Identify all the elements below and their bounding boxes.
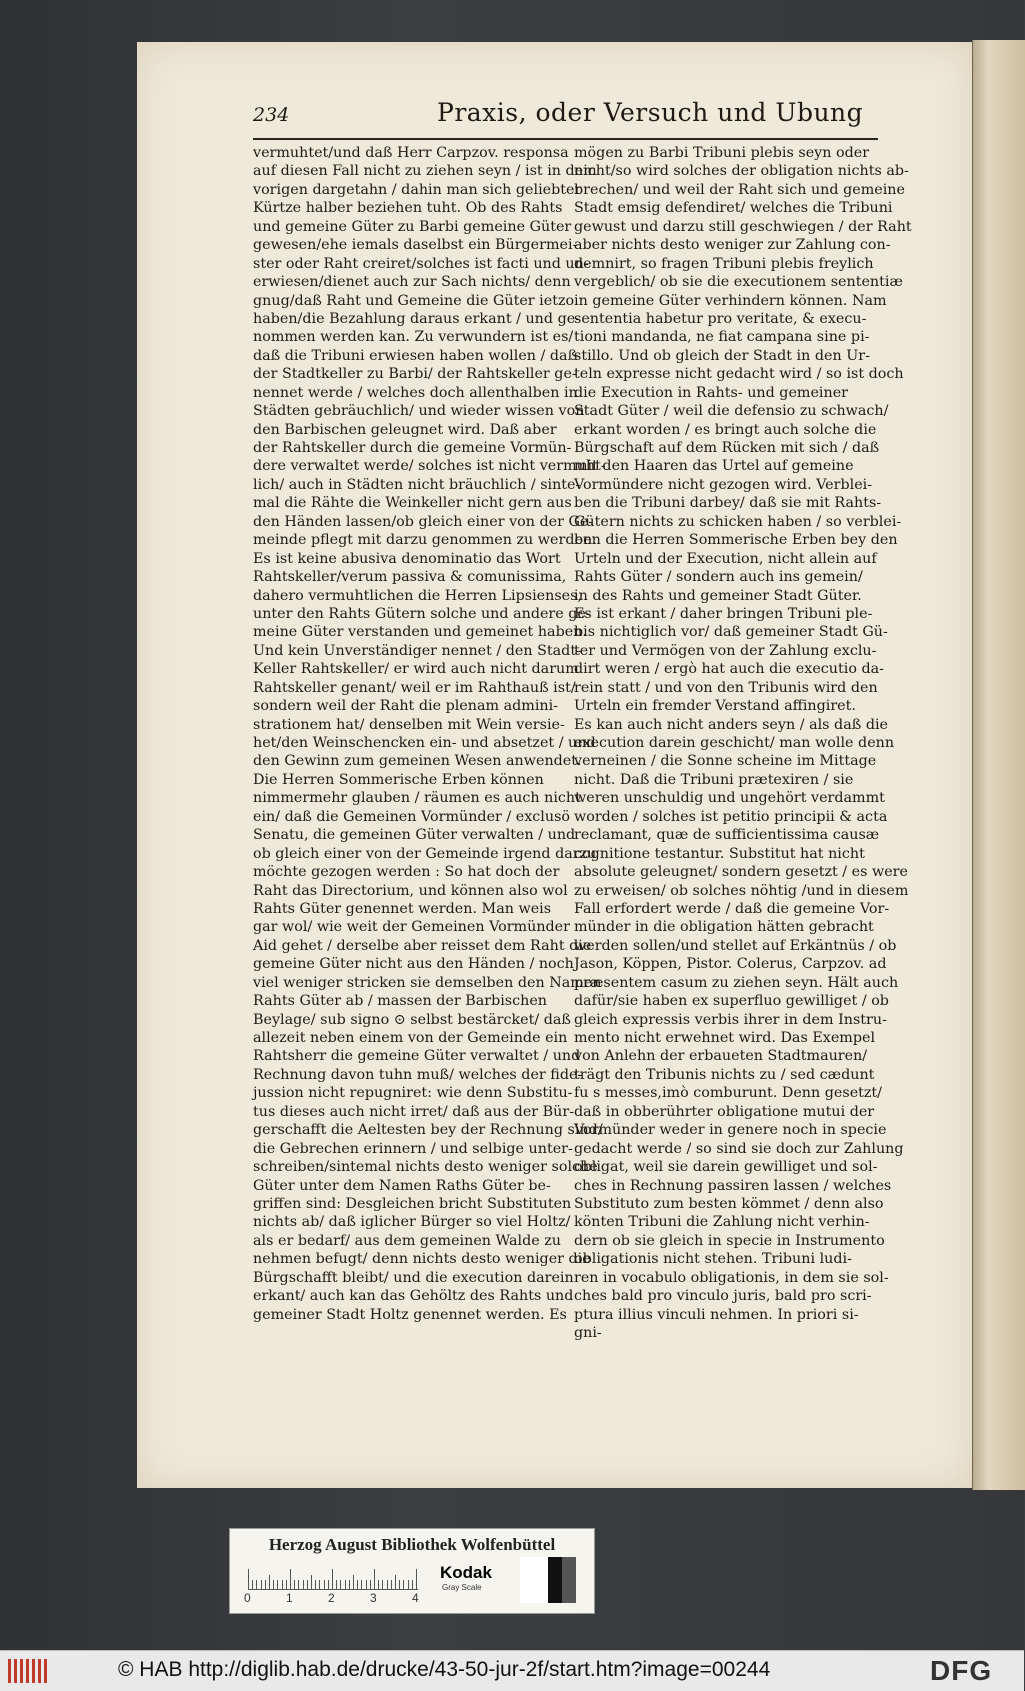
text-line: tus dieses auch nicht irret/ daß aus der Bür- <box>253 1103 575 1120</box>
text-line: teln expresse nicht gedacht wird / so ist doch <box>574 366 904 383</box>
text-line: Und kein Unverständiger nennet / den Stadt- <box>253 642 581 659</box>
text-line: Urteln und der Execution, nicht allein auf <box>574 550 877 567</box>
text-line: demnirt, so fragen Tribuni plebis freylich <box>574 255 874 272</box>
text-line: fu s messes,imò comburunt. Denn gesetzt/ <box>574 1085 882 1102</box>
text-line: als er bedarf/ aus dem gemeinen Walde zu <box>253 1232 561 1249</box>
text-line: Raht das Directorium, und können also wol <box>253 882 568 899</box>
text-line: dern ob sie gleich in specie in Instrumento <box>574 1232 885 1249</box>
text-line: könten Tribuni die Zahlung nicht verhin- <box>574 1214 870 1231</box>
text-line: ptura illius vinculi nehmen. In priori si- <box>574 1306 859 1323</box>
text-line: vorigen dargetahn / dahin man sich geliebter <box>253 181 582 198</box>
text-line: allezeit neben einem von der Gemeinde ein <box>253 1030 568 1046</box>
library-name: Herzog August Bibliothek Wolfenbüttel <box>268 1535 556 1554</box>
text-line: haben/die Bezahlung daraus erkant / und ge- <box>253 310 581 327</box>
text-line: tioni mandanda, ne fiat campana sine pi- <box>574 329 870 346</box>
text-line: reclamant, quæ de sufficientissima causæ <box>574 827 880 844</box>
scale-tick <box>298 1580 299 1589</box>
scale-tick <box>408 1580 409 1589</box>
text-line: absolute geleugnet/ sondern gesetzt / es were <box>574 864 908 881</box>
text-line: vergeblich/ ob sie die executionem sententiæ <box>574 274 903 291</box>
text-line: zu erweisen/ ob solches nöhtig /und in diesem <box>574 882 909 899</box>
text-line: werden sollen/und stellet auf Erkäntnüs / ob <box>574 937 897 954</box>
text-line: Beylage/ sub signo ⊙ selbst bestärcket/ daß <box>253 1011 571 1028</box>
scale-tick <box>370 1580 371 1589</box>
text-line: Rahts Güter / sondern auch ins gemein/ <box>574 569 863 586</box>
text-line: Städten gebräuchlich/ und wieder wissen von <box>253 403 585 420</box>
text-line: worden / solches ist petitio principii & acta <box>574 808 888 825</box>
scale-tick <box>332 1569 333 1589</box>
scale-label: 3 <box>370 1591 377 1605</box>
right-text-column <box>574 144 912 1342</box>
text-line: rein statt / und von den Tribunis wird den <box>574 679 878 696</box>
text-line: Vormünder weder in genere noch in specie <box>574 1122 887 1139</box>
text-line: schreiben/sintemal nichts desto weniger solche <box>253 1159 598 1176</box>
text-line: nicht/so wird solches der obligation nichts ab- <box>574 163 909 180</box>
text-line: gerschafft die Aeltesten bey der Rechnung sind/ <box>253 1122 603 1139</box>
text-line: gni- <box>574 1325 602 1341</box>
hab-logo-icon <box>8 1659 48 1683</box>
scale-tick <box>382 1580 383 1589</box>
scale-tick <box>357 1580 358 1589</box>
text-line: Rahtsherr die gemeine Güter verwaltet / und <box>253 1048 581 1065</box>
left-text-column <box>253 144 606 1324</box>
text-line: ter und Vermögen von der Zahlung exclu- <box>574 642 877 659</box>
scale-tick <box>286 1580 287 1589</box>
text-line: unter den Rahts Gütern solche und andere ge- <box>253 605 591 622</box>
scale-tick <box>261 1580 262 1589</box>
scale-tick <box>269 1575 270 1589</box>
text-line: dirt weren / ergò hat auch die executio da- <box>574 661 884 678</box>
text-line: Rechnung davon tuhn muß/ welches der fide- <box>253 1066 583 1083</box>
text-line: jussion nicht repugniret: wie denn Substitu- <box>253 1085 573 1102</box>
scale-label: 4 <box>412 1591 419 1605</box>
scale-tick <box>303 1580 304 1589</box>
text-line: nennet werde / welches doch allenthalben in <box>253 384 578 401</box>
scale-label: 2 <box>328 1591 335 1605</box>
scale-tick <box>412 1580 413 1589</box>
text-line: Rahtskeller/verum passiva & comunissima, <box>253 569 567 586</box>
text-line: viel weniger stricken sie demselben den Namen <box>253 974 602 991</box>
text-line: die Gebrechen erinnern / und selbige unter- <box>253 1140 573 1157</box>
text-line: gewust und darzu still geschwiegen / der Raht <box>574 218 912 235</box>
text-line: Jason, Köppen, Pistor. Colerus, Carpzov. ad <box>574 956 887 973</box>
text-line: mento nicht erwehnet wird. Das Exempel <box>574 1030 876 1046</box>
text-line: griffen sind: Desgleichen bricht Substituten <box>253 1195 572 1212</box>
scale-tick <box>273 1580 274 1589</box>
footer-citation[interactable]: © HAB http://diglib.hab.de/drucke/43-50-jur-2f/start.htm?image=00244 <box>118 1658 771 1681</box>
text-line: gleich expressis verbis ihrer in dem Instru- <box>574 1011 887 1028</box>
text-line: der Rahtskeller durch die gemeine Vormün- <box>253 440 572 456</box>
text-line: Keller Rahtskeller/ er wird auch nicht darum <box>253 661 579 678</box>
scale-tick <box>311 1575 312 1589</box>
text-line: vermuhtet/und daß Herr Carpzov. responsa <box>253 145 569 161</box>
text-line: ben die Tribuni darbey/ daß sie mit Rahts- <box>574 495 882 512</box>
text-line: möchte gezogen werden : So hat doch der <box>253 864 560 881</box>
text-line: Senatu, die gemeinen Güter verwalten / und <box>253 827 576 844</box>
text-line: gemeiner Stadt Holtz genennet werden. Es <box>253 1306 567 1323</box>
text-line: lich/ auch in Städten nicht bräuchlich / sinte- <box>253 476 581 493</box>
scale-tick <box>290 1569 291 1589</box>
text-line: in des Rahts und gemeiner Stadt Güter. <box>574 587 862 604</box>
text-line: Güter unter dem Namen Raths Güter be- <box>253 1177 551 1194</box>
scale-tick <box>378 1580 379 1589</box>
dfg-logo: DFG <box>930 1655 993 1686</box>
scale-tick <box>399 1580 400 1589</box>
text-line: gemeine Güter nicht aus den Händen / noch <box>253 956 574 973</box>
text-line: sondern weil der Raht die plenam admini- <box>253 698 559 715</box>
text-line: nimmermehr glauben / räumen es auch nicht <box>253 790 581 807</box>
scale-tick <box>324 1580 325 1589</box>
scale-tick <box>403 1580 404 1589</box>
text-line: Rahts Güter genennet werden. Man weis <box>253 900 552 917</box>
text-line: Es ist keine abusiva denominatio das Wort <box>253 550 561 567</box>
text-line: strationem hat/ denselben mit Wein versie- <box>253 716 565 733</box>
scale-tick <box>282 1580 283 1589</box>
text-line: münder in die obligation hätten gebracht <box>574 919 874 936</box>
text-line: Substituto zum besten kömmet / denn also <box>574 1195 884 1212</box>
scale-tick <box>374 1569 375 1589</box>
text-line: gar wol/ wie weit der Gemeinen Vormünder <box>253 919 570 936</box>
scale-tick <box>387 1580 388 1589</box>
text-line: auf diesen Fall nicht zu ziehen seyn / ist in dem <box>253 163 597 180</box>
text-line: gewesen/ehe iemals daselbst ein Bürgermei- <box>253 237 578 254</box>
measurement-scale <box>248 1565 418 1590</box>
scale-tick <box>366 1580 367 1589</box>
scale-tick <box>340 1580 341 1589</box>
text-line: bis nichtiglich vor/ daß gemeiner Stadt Gü- <box>574 624 888 641</box>
text-line: Rahtskeller genant/ weil er im Rahthauß ist/ <box>253 679 576 696</box>
scale-tick <box>361 1580 362 1589</box>
scale-tick <box>345 1580 346 1589</box>
scale-tick <box>319 1580 320 1589</box>
text-line: gedacht werde / so sind sie doch zur Zahlung <box>574 1140 904 1157</box>
text-line: verneinen / die Sonne scheine im Mittage <box>574 753 877 770</box>
scale-tick <box>307 1580 308 1589</box>
text-line: gnug/daß Raht und Gemeine die Güter ietzo <box>253 292 575 309</box>
text-line: nehmen befugt/ denn nichts desto weniger die <box>253 1251 591 1268</box>
text-line: ein/ daß die Gemeinen Vormünder / exclusö <box>253 808 571 825</box>
text-line: und gemeine Güter zu Barbi gemeine Güter <box>253 218 572 235</box>
text-line: aber nichts desto weniger zur Zahlung con- <box>574 237 891 254</box>
text-line: ob gleich einer von der Gemeinde irgend darzu <box>253 845 597 862</box>
text-line: het/den Weinschencken ein- und absetzet / und <box>253 735 596 751</box>
text-line: Kürtze halber beziehen tuht. Ob des Rahts <box>253 200 563 217</box>
running-title: Praxis, oder Versuch und Ubung <box>437 98 864 127</box>
text-line: den Gewinn zum gemeinen Wesen anwendet. <box>253 753 582 770</box>
text-line: nommen werden kan. Zu verwundern ist es/ <box>253 329 574 346</box>
text-line: Es ist erkant / daher bringen Tribuni ple- <box>574 605 873 622</box>
text-line: obligationis nicht stehen. Tribuni ludi- <box>574 1251 852 1268</box>
text-line: ster oder Raht creiret/solches ist facti und un- <box>253 255 589 272</box>
text-line: meine Güter verstanden und gemeinet haben. <box>253 624 587 641</box>
text-line: nicht. Daß die Tribuni prætexiren / sie <box>574 771 854 788</box>
text-line: Gütern nichts zu schicken haben / so verblei- <box>574 513 902 530</box>
text-line: Stadt Güter / weil die defensio zu schwach/ <box>574 403 889 420</box>
text-line: præsentem casum zu ziehen seyn. Hält auch <box>574 974 899 991</box>
scale-tick <box>315 1580 316 1589</box>
header-rule <box>253 138 878 140</box>
text-line: erkant worden / es bringt auch solche die <box>574 421 877 438</box>
text-line: Stadt emsig defendiret/ welches die Tribuni <box>574 200 893 217</box>
scale-tick <box>416 1569 417 1589</box>
scale-tick <box>336 1580 337 1589</box>
scale-tick <box>265 1580 266 1589</box>
scale-tick <box>328 1580 329 1589</box>
underlying-page-edge <box>972 40 1025 1490</box>
kodak-subtitle: Gray Scale <box>442 1583 482 1592</box>
text-line: erwiesen/dienet auch zur Sach nichts/ denn <box>253 274 571 291</box>
text-line: stillo. Und ob gleich der Stadt in den Ur- <box>574 347 870 364</box>
text-line: der Stadtkeller zu Barbi/ der Rahtskeller ge- <box>253 366 577 383</box>
gray-scale-patch <box>520 1557 576 1603</box>
text-line: von Anlehn der erbaueten Stadtmauren/ <box>574 1048 868 1065</box>
text-line: mal die Rähte die Weinkeller nicht gern aus <box>253 495 572 512</box>
text-line: dere verwaltet werde/ solches ist nicht vermuht- <box>253 458 606 475</box>
scale-tick <box>391 1580 392 1589</box>
scale-tick <box>395 1575 396 1589</box>
text-line: Die Herren Sommerische Erben können <box>253 771 544 788</box>
text-line: die Execution in Rahts- und gemeiner <box>574 384 849 401</box>
text-line: Bürgschafft bleibt/ und die execution darein <box>253 1269 574 1286</box>
text-line: obligat, weil sie darein gewilliget und sol- <box>574 1159 878 1176</box>
text-line: sententia habetur pro veritate, & execu- <box>574 310 867 327</box>
book-page <box>137 42 972 1488</box>
text-line: den Barbischen geleugnet wird. Daß aber <box>253 421 557 438</box>
scale-tick <box>252 1580 253 1589</box>
scale-tick <box>277 1580 278 1589</box>
text-line: ches in Rechnung passiren lassen / welches <box>574 1177 892 1194</box>
scale-tick <box>349 1580 350 1589</box>
text-line: nichts ab/ daß iglicher Bürger so viel Holtz/ <box>253 1214 571 1231</box>
text-line: ches bald pro vinculo juris, bald pro scri- <box>574 1288 872 1305</box>
text-line: mögen zu Barbi Tribuni plebis seyn oder <box>574 145 870 161</box>
text-line: den Händen lassen/ob gleich einer von der Ge- <box>253 513 594 530</box>
page-number: 234 <box>253 104 290 126</box>
scale-label: 0 <box>244 1591 251 1605</box>
text-line: Vormündere nicht gezogen wird. Verblei- <box>574 476 873 493</box>
text-line: trägt den Tribunis nichts zu / sed cædunt <box>574 1066 875 1083</box>
text-line: Bürgschaft auf dem Rücken mit sich / daß <box>574 440 880 456</box>
text-line: weren unschuldig und ungehört verdammt <box>574 790 885 807</box>
scale-label: 1 <box>286 1591 293 1605</box>
text-line: execution darein geschicht/ man wolle denn <box>574 735 895 751</box>
text-line: daß in obberührter obligatione mutui der <box>574 1103 875 1120</box>
text-line: Aid gehet / derselbe aber reisset dem Raht die <box>253 937 592 954</box>
text-line: erkant/ auch kan das Gehöltz des Rahts und <box>253 1288 574 1305</box>
scale-tick <box>294 1580 295 1589</box>
text-line: dafür/sie haben ex superfluo gewilliget / ob <box>574 993 889 1010</box>
text-line: mit den Haaren das Urtel auf gemeine <box>574 458 854 475</box>
kodak-logo: Kodak <box>440 1563 492 1582</box>
text-line: meinde pflegt mit darzu genommen zu werden. <box>253 532 597 549</box>
scale-tick <box>256 1580 257 1589</box>
text-line: brechen/ und weil der Raht sich und gemeine <box>574 181 905 198</box>
text-line: Urteln ein fremder Verstand affingiret. <box>574 698 856 715</box>
scale-tick <box>353 1575 354 1589</box>
text-line: cognitione testantur. Substitut hat nicht <box>574 845 865 862</box>
text-line: ren in vocabulo obligationis, in dem sie sol- <box>574 1269 889 1286</box>
text-line: Rahts Güter ab / massen der Barbischen <box>253 993 548 1010</box>
library-color-card <box>229 1528 595 1614</box>
text-line: daß die Tribuni erwiesen haben wollen / daß <box>253 347 578 364</box>
text-line: Fall erfordert werde / daß die gemeine Vor- <box>574 900 890 917</box>
footer-bar <box>0 1650 1024 1691</box>
scale-tick <box>248 1569 249 1589</box>
text-line: in gemeine Güter verhindern können. Nam <box>574 292 887 309</box>
text-line: Es kan auch nicht anders seyn / als daß die <box>574 716 889 733</box>
text-line: dahero vermuhtlichen die Herren Lipsienses, <box>253 587 583 604</box>
text-line: ben die Herren Sommerische Erben bey den <box>574 532 898 549</box>
